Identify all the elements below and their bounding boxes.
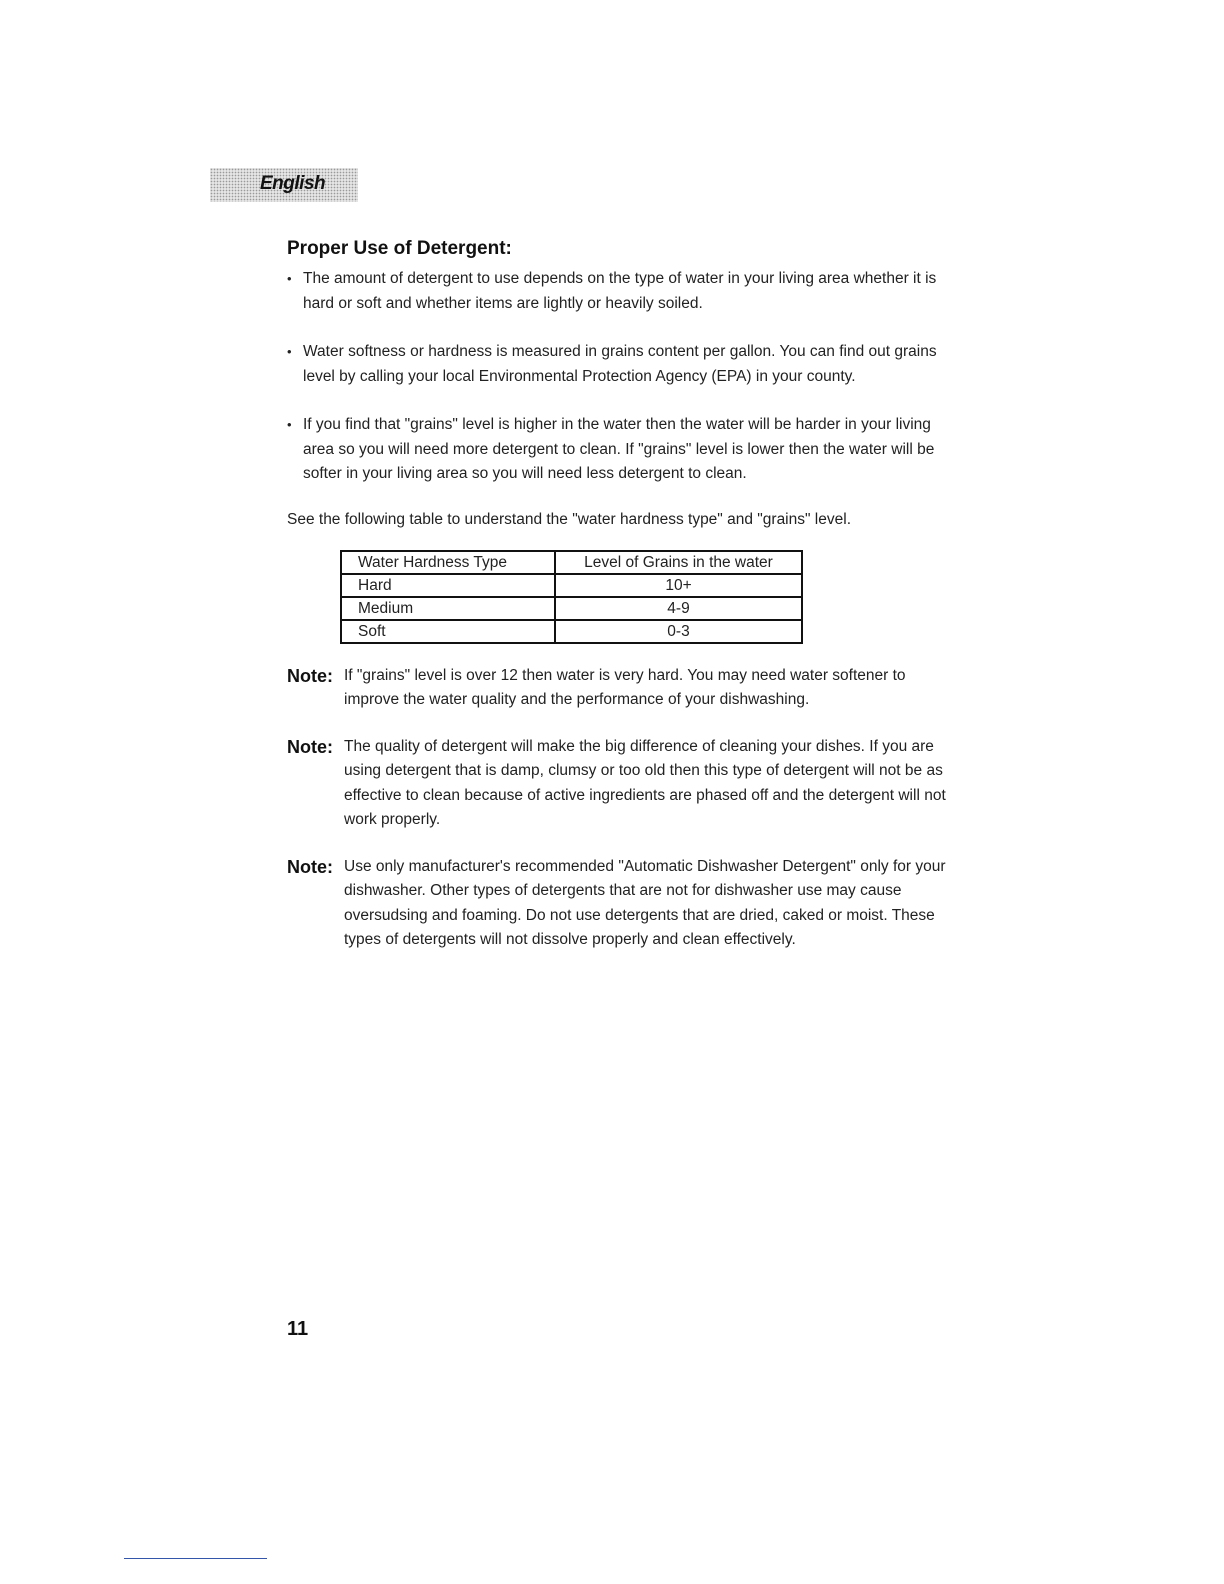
table-cell: Soft bbox=[341, 620, 555, 643]
table-header-cell: Water Hardness Type bbox=[341, 551, 555, 574]
note-text: Use only manufacturer's recommended "Automatic Dishwasher Detergent" only for your dishwasher. Other types of detergents that are not for dishwasher use may cause oversudsing and foaming. Do not use detergents that are dried, caked or moist. These types of detergents will not dissolve properly and clean effectively. bbox=[344, 857, 946, 948]
table-cell: 10+ bbox=[555, 574, 802, 597]
table-cell: Hard bbox=[341, 574, 555, 597]
table-row bbox=[341, 620, 802, 643]
table-cell: 4-9 bbox=[555, 597, 802, 620]
note-label: Note: bbox=[287, 856, 333, 877]
note-text: The quality of detergent will make the big difference of cleaning your dishes. If you are using detergent that is damp, clumsy or too old then this type of detergent will not be as effective to clean because of active ingredients are phased off and the detergent will not work properly. bbox=[344, 737, 946, 828]
note bbox=[287, 735, 947, 833]
note-label: Note: bbox=[287, 736, 333, 757]
table-header-cell: Level of Grains in the water bbox=[555, 551, 802, 574]
bullet-item: • Water softness or hardness is measured in grains content per gallon. You can find out grains level by calling your local Environmental Protection Agency (EPA) in your county. bbox=[287, 340, 947, 389]
table-header-row bbox=[341, 551, 802, 574]
table-row bbox=[341, 574, 802, 597]
language-tab bbox=[210, 168, 358, 202]
footer-divider bbox=[124, 1558, 267, 1559]
note-text: If "grains" level is over 12 then water is very hard. You may need water softener to improve the water quality and the performance of your dishwashing. bbox=[344, 666, 906, 708]
bullet-item: • The amount of detergent to use depends on the type of water in your living area whether it is hard or soft and whether items are lightly or heavily soiled. bbox=[287, 267, 947, 316]
bullet-item: • If you find that "grains" level is higher in the water then the water will be harder in your living area so you will need more detergent to clean. If "grains" level is lower then the water will be softer in your living area so you will need less detergent to clean. bbox=[287, 413, 947, 487]
main-content bbox=[287, 238, 947, 953]
note-label: Note: bbox=[287, 665, 333, 686]
table-intro: See the following table to understand the "water hardness type" and "grains" level. bbox=[287, 510, 851, 528]
table-row bbox=[341, 597, 802, 620]
note bbox=[287, 855, 947, 953]
bullet-list bbox=[287, 267, 947, 487]
water-hardness-table bbox=[340, 550, 803, 644]
table-cell: Medium bbox=[341, 597, 555, 620]
section-title: Proper Use of Detergent: bbox=[287, 238, 512, 259]
language-tab-label: English bbox=[260, 173, 326, 194]
table-cell: 0-3 bbox=[555, 620, 802, 643]
page-number: 11 bbox=[287, 1318, 309, 1340]
note bbox=[287, 664, 947, 713]
